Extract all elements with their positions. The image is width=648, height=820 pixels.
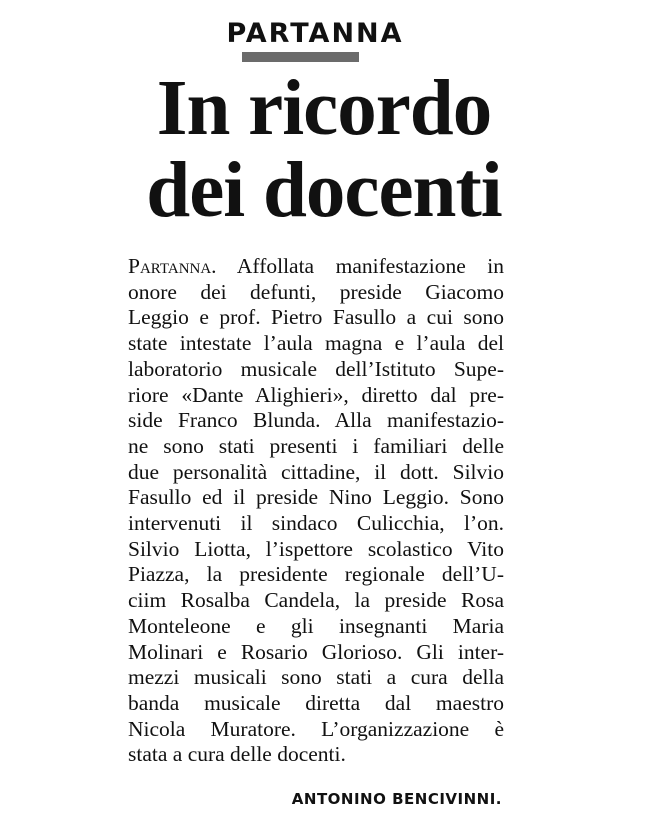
body-line-3: Leggio e prof. Pietro Fasullo a cui sono [128, 305, 504, 330]
body-line-19: Nicola Muratore. L’organizzazione è [128, 716, 504, 741]
headline-line-2: dei docenti [146, 147, 502, 234]
section-kicker: PARTANNA [226, 18, 404, 49]
body-line-16: Molinari e Rosario Glorioso. Gli inter- [128, 639, 504, 664]
body-line-15: Monteleone e gli insegnanti Maria [128, 613, 504, 638]
body-line-17: mezzi musicali sono stati a cura della [128, 665, 504, 690]
author-byline: ANTONINO BENCIVINNI. [291, 790, 502, 808]
headline [0, 65, 648, 234]
body-line-4: state intestate l’aula magna e l’aula del [128, 331, 504, 356]
body-line-7: side Franco Blunda. Alla manifestazio- [128, 408, 504, 433]
body-line-10: Fasullo ed il preside Nino Leggio. Sono [128, 485, 504, 510]
body-line-18: banda musicale diretta dal maestro [128, 690, 504, 715]
body-line-8: ne sono stati presenti i familiari delle [128, 433, 504, 458]
body-line-11: intervenuti il sindaco Culicchia, l’on. [128, 511, 504, 536]
body-line-20: stata a cura delle docenti. [128, 742, 346, 767]
dateline: Partanna. [128, 254, 217, 278]
body-line-9: due personalità cittadine, il dott. Silvio [128, 459, 504, 484]
body-line-1-text: Affollata manifestazione in [216, 254, 504, 278]
body-line-6: riore «Dante Alighieri», diretto dal pre- [128, 382, 504, 407]
headline-line-1: In ricordo [156, 65, 492, 152]
article-body [128, 254, 504, 768]
body-line-14: ciim Rosalba Candela, la preside Rosa [128, 588, 504, 613]
body-line-1 [128, 254, 504, 280]
body-line-2: onore dei defunti, preside Giacomo [128, 279, 504, 304]
body-line-12: Silvio Liotta, l’ispettore scolastico Vito [128, 536, 504, 561]
body-line-13: Piazza, la presidente regionale dell’U- [128, 562, 504, 587]
kicker-underline-bar [242, 52, 359, 62]
body-line-5: laboratorio musicale dell’Istituto Supe- [128, 356, 504, 381]
